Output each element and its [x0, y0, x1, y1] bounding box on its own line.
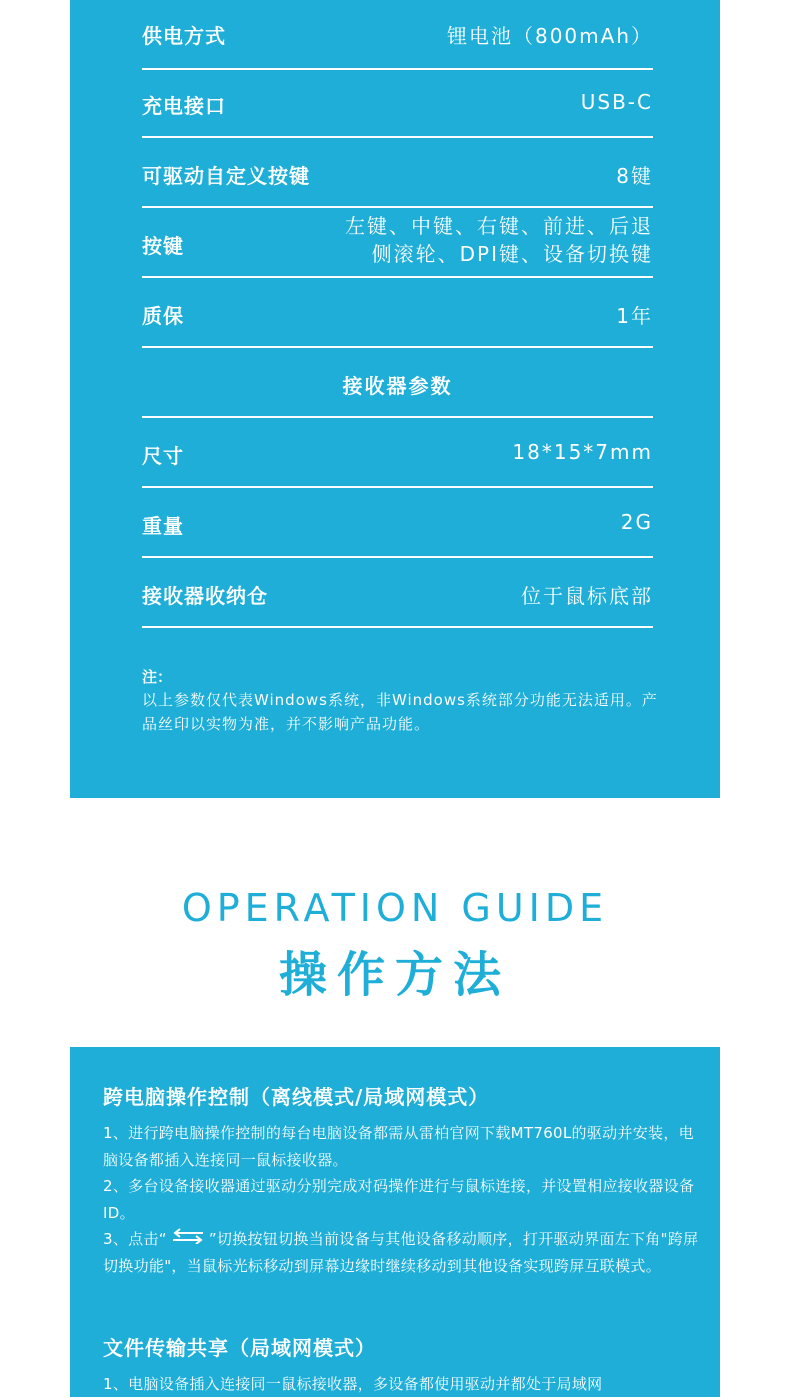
spec-value-line1: 左键、中键、右键、前进、后退	[345, 214, 653, 238]
spec-value: 2G	[620, 510, 653, 534]
section-title-cross-pc: 跨电脑操作控制（离线模式/局域网模式）	[103, 1085, 490, 1109]
guide-title-cn: 操作方法	[278, 947, 511, 1003]
spec-panel	[70, 0, 720, 798]
spec-label: 供电方式	[142, 24, 226, 48]
spec-value: 锂电池（800mAh）	[446, 24, 653, 48]
guide-panel	[70, 1047, 720, 1397]
spec-value: USB-C	[580, 90, 653, 114]
guide-paragraph-1: 1、进行跨电脑操作控制的每台电脑设备都需从雷柏官网下载MT760L的驱动并安装，电脑设备都插入连接同一鼠标接收器。	[103, 1124, 694, 1169]
guide-title-en: OPERATION GUIDE	[181, 886, 609, 930]
note-text: 以上参数仅代表Windows系统，非Windows系统部分功能无法适用。产品丝印以实物为准，并不影响产品功能。	[142, 691, 658, 733]
spec-row-buttons	[142, 208, 653, 278]
spec-row-weight	[142, 488, 653, 558]
spec-row-receiver-storage	[142, 558, 653, 628]
spec-label: 接收器收纳仓	[142, 584, 268, 608]
guide-paragraph-3-end: ”切换按钮切换当前设备与其他设备移动顺序，打开驱动界面左下角"跨屏切换功能"，当鼠标光标移动到屏幕边缘时继续移动到其他设备实现跨屏互联模式。	[103, 1230, 699, 1275]
spec-value-line2: 侧滚轮、DPI键、设备切换键	[371, 242, 653, 266]
note-title: 注：	[142, 668, 173, 686]
spec-value: 8键	[616, 164, 653, 188]
spec-row-charging	[142, 68, 653, 138]
spec-row-size	[142, 418, 653, 488]
spec-label: 按键	[142, 234, 184, 258]
spec-value: 18*15*7mm	[512, 440, 653, 464]
guide-paragraph-3-start: 3、点击“	[103, 1230, 167, 1248]
spec-label: 重量	[142, 514, 184, 538]
spec-label: 充电接口	[142, 94, 226, 118]
guide-paragraph-4: 1、电脑设备插入连接同一鼠标接收器，多设备都使用驱动并都处于局域网	[103, 1375, 603, 1393]
spec-value: 1年	[616, 304, 653, 328]
spec-row-custom-keys	[142, 138, 653, 208]
guide-paragraph-3	[103, 1226, 703, 1279]
spec-label: 可驱动自定义按键	[142, 164, 310, 188]
spec-row-warranty	[142, 278, 653, 348]
spec-label: 尺寸	[142, 444, 184, 468]
spec-value: 位于鼠标底部	[521, 584, 653, 608]
receiver-heading-row	[142, 348, 653, 418]
receiver-section-heading: 接收器参数	[342, 374, 453, 398]
section-title-file-share: 文件传输共享（局域网模式）	[103, 1336, 376, 1360]
swap-arrows-icon	[171, 1226, 205, 1253]
guide-paragraph-2: 2、多台设备接收器通过驱动分别完成对码操作进行与鼠标连接，并设置相应接收器设备ID。	[103, 1177, 695, 1222]
spec-row-power	[142, 0, 653, 70]
spec-label: 质保	[142, 304, 184, 328]
